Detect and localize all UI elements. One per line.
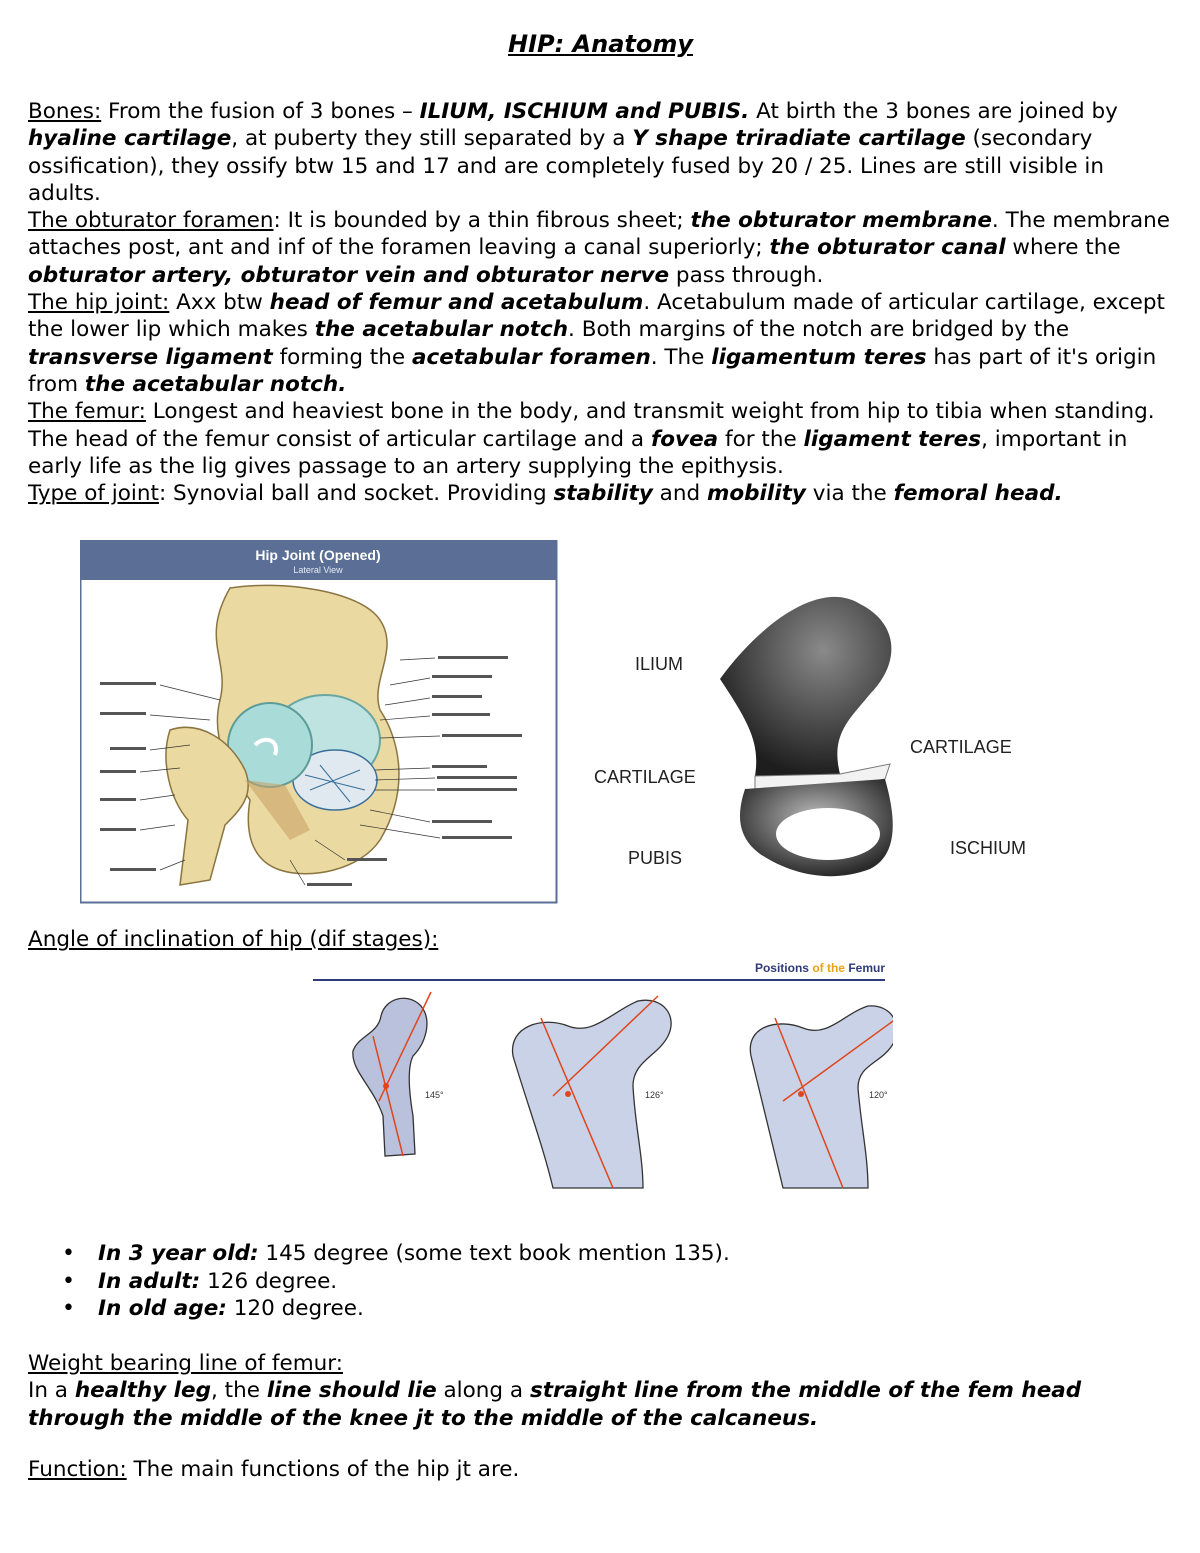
list-item — [62, 1268, 730, 1296]
obturator-foramen-shape — [776, 808, 880, 860]
bold-run: fovea — [650, 426, 719, 452]
label-cartilage-left: CARTILAGE — [594, 767, 696, 787]
hip-joint-figure — [80, 540, 558, 904]
pelvic-bones-figure — [560, 584, 1060, 888]
angle-bullet-list — [62, 1240, 730, 1323]
text-run: In a — [28, 1378, 75, 1404]
text-run: . The membrane attaches post, ant and inf of the foramen leaving a canal superiorly; — [28, 208, 1171, 261]
bold-run: Y shape triradiate cartilage — [632, 126, 966, 152]
bold-run: the obturator membrane — [690, 208, 992, 234]
bold-run: obturator artery, obturator vein and obturator nerve — [28, 262, 670, 288]
ilium-shape — [720, 597, 891, 776]
text-run: The main functions of the hip jt are. — [126, 1457, 520, 1482]
angle-heading: Angle of inclination of hip (dif stages): — [28, 927, 439, 952]
bold-run: line should lie — [266, 1378, 437, 1404]
bold-run: head of femur and acetabulum — [269, 290, 644, 316]
femur-positions-figure — [313, 956, 893, 1200]
bones-heading: Bones: — [28, 99, 102, 124]
text-run: where the — [1005, 235, 1121, 261]
angle-label-126: 126° — [645, 1090, 664, 1100]
bold-run: straight line from the middle of the fem head through the middle of the knee jt to the middle of the calcaneus. — [28, 1378, 1082, 1431]
list-item — [62, 1295, 730, 1323]
angle-label-145: 145° — [425, 1090, 444, 1100]
hip-joint-heading: The hip joint: — [28, 290, 170, 316]
text-run: has part of it's origin from — [28, 344, 1157, 397]
bullet-label: In 3 year old: — [98, 1241, 259, 1266]
bold-run: ILIUM, ISCHIUM and PUBIS. — [419, 99, 750, 124]
bullet-text: 120 degree. — [226, 1296, 364, 1321]
text-run: via the — [805, 481, 894, 507]
text-run: and — [652, 481, 707, 507]
label-pubis: PUBIS — [628, 848, 683, 868]
text-run: : It is bounded by a thin fibrous sheet; — [273, 208, 691, 234]
text-run: along a — [436, 1378, 530, 1404]
function-heading: Function: — [28, 1457, 127, 1482]
bold-run: the acetabular notch. — [84, 371, 347, 397]
bold-run: the obturator canal — [769, 235, 1006, 261]
figure3-title: Positions of the Femur — [754, 961, 885, 975]
text-run: , the — [211, 1378, 267, 1404]
bold-run: mobility — [706, 481, 806, 507]
femur-old-vertex — [798, 1091, 804, 1097]
femur-heading: The femur: — [28, 399, 146, 425]
text-run: forming the — [272, 344, 412, 370]
bullet-label: In adult: — [98, 1268, 201, 1294]
label-cartilage-right: CARTILAGE — [910, 737, 1012, 757]
page-title: HIP: Anatomy — [507, 30, 694, 58]
label-ilium: ILIUM — [635, 654, 684, 674]
text-run: pass through. — [669, 262, 824, 288]
figure-title: Hip Joint (Opened) — [255, 547, 381, 563]
femur-positions-svg — [313, 956, 893, 1196]
femur-adult-vertex — [565, 1091, 571, 1097]
bold-run: ligament teres — [803, 426, 982, 452]
bold-run: ligamentum teres — [711, 344, 927, 370]
femur-child-vertex — [383, 1083, 389, 1089]
text-run: From the fusion of 3 bones – — [101, 99, 420, 124]
text-run: Axx btw — [169, 290, 270, 316]
text-run: . The — [650, 344, 712, 370]
bold-run: acetabular foramen — [411, 344, 651, 370]
text-run: : Synovial ball and socket. Providing — [158, 481, 554, 507]
bullet-text: 145 degree (some text book mention 135). — [258, 1241, 730, 1266]
figure-subtitle: Lateral View — [293, 565, 343, 575]
list-item — [62, 1240, 730, 1268]
weight-bearing-section — [28, 1350, 1173, 1432]
text-run: , at puberty they still separated by a — [231, 126, 633, 152]
function-section — [28, 1456, 1173, 1483]
text-run: for the — [718, 426, 804, 452]
text-run: (secondary ossification), they ossify btw 15 and 17 and are completely fused by 20 / 25. Lines are still visible in adults. — [28, 126, 1105, 206]
hip-joint-illustration — [80, 540, 558, 908]
text-run: . Both margins of the notch are bridged by the — [568, 317, 1070, 343]
bold-run: hyaline cartilage — [28, 126, 232, 152]
text-run: . Acetabulum made of articular cartilage, except the lower lip which makes — [28, 290, 1165, 343]
obturator-heading: The obturator foramen — [28, 208, 274, 234]
bold-run: healthy leg — [74, 1378, 212, 1404]
angle-section — [28, 926, 1173, 953]
text-run: At birth the 3 bones are joined by — [749, 99, 1118, 124]
bones-paragraph — [28, 98, 1173, 507]
text-run: Longest and heaviest bone in the body, and transmit weight from hip to tibia when standing. The head of the femur consist of articular cartilage and a — [28, 399, 1155, 452]
label-ischium: ISCHIUM — [950, 838, 1026, 858]
pelvic-bones-svg — [560, 584, 1060, 884]
bold-run: transverse ligament — [28, 344, 273, 370]
joint-type-heading: Type of joint — [28, 481, 159, 507]
text-run: , important in early life as the lig gives passage to an artery supplying the epithysis. — [28, 426, 1128, 479]
bold-run: stability — [553, 481, 653, 507]
bullet-text: 126 degree. — [200, 1268, 338, 1294]
bold-run: femoral head. — [893, 481, 1063, 507]
weight-heading: Weight bearing line of femur: — [28, 1351, 343, 1376]
bold-run: the acetabular notch — [314, 317, 569, 343]
angle-label-120: 120° — [869, 1090, 888, 1100]
bullet-label: In old age: — [98, 1296, 227, 1321]
